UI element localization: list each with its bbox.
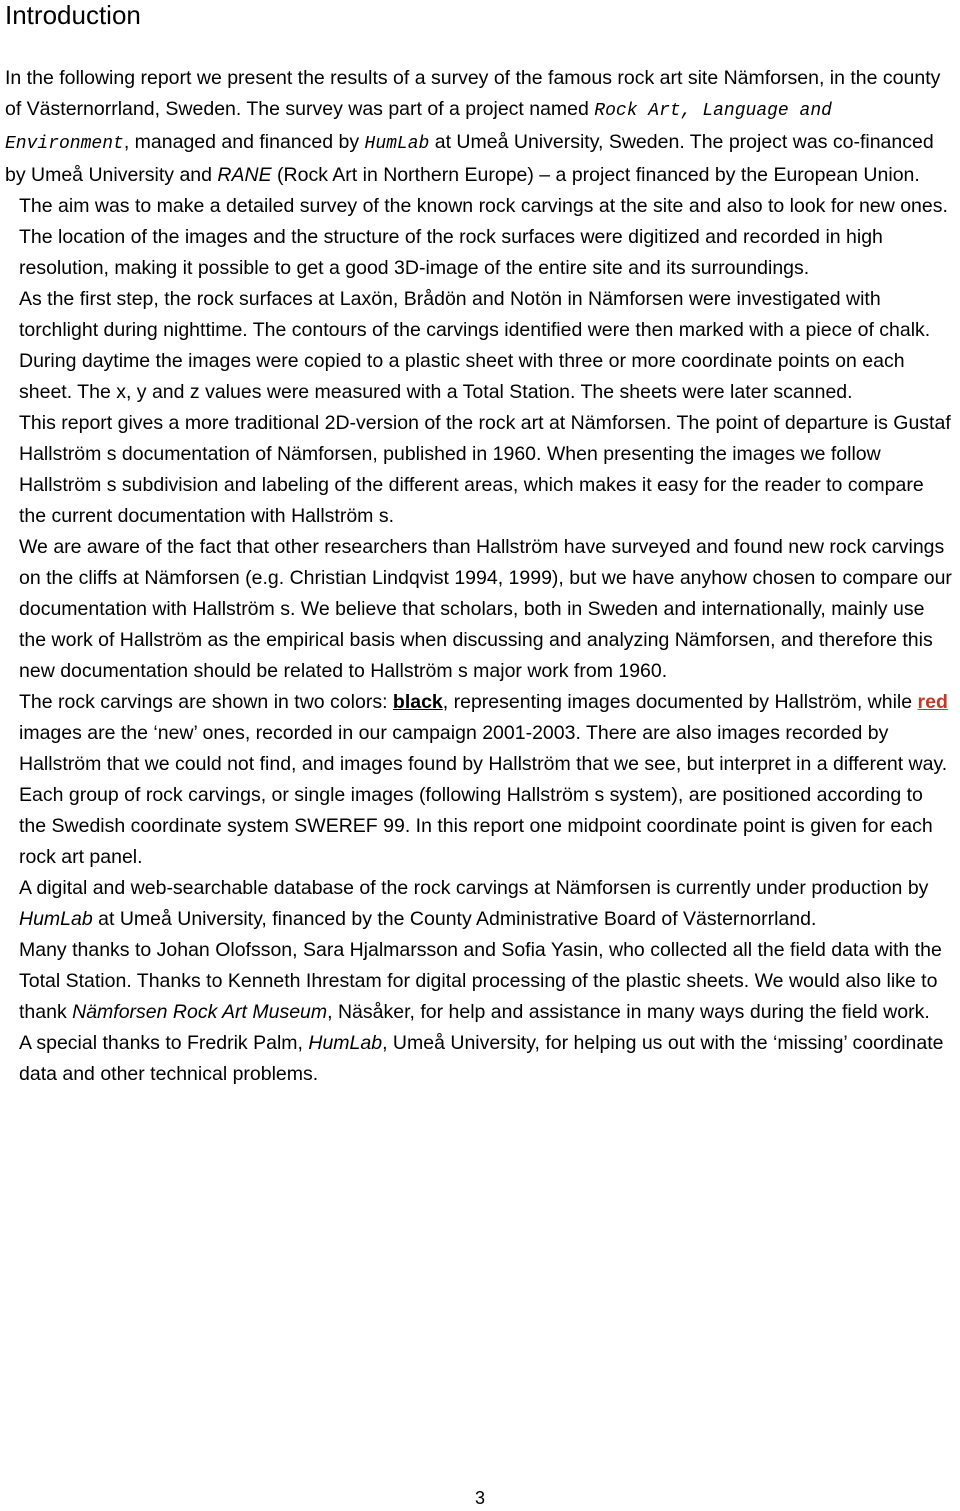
paragraph-5: We are aware of the fact that other researchers than Hallström have surveyed and found new rock carvings on the cliffs at Nämforsen (e.g. Christian Lindqvist 1994, 1999), but we have anyhow chosen to compare our documentation with Hallström s. We believe that scholars, both in Sweden and internationally, mainly use the work of Hallström as the empirical basis when discussing and analyzing Nämforsen, and therefore this new documentation should be related to Hallström s major work from 1960.	[19, 536, 952, 682]
paragraph-1	[5, 63, 955, 191]
paragraph-3: As the first step, the rock surfaces at Laxön, Brådön and Notön in Nämforsen were investigated with torchlight during nighttime. The contours of the carvings identified were then marked with a piece of chalk. During daytime the images were copied to a plastic sheet with three or more coordinate points on each sheet. The x, y and z values were measured with a Total Station. The sheets were later scanned.	[19, 288, 931, 403]
red-keyword: red	[917, 691, 948, 713]
text-run: images are the ‘new’ ones, recorded in our campaign 2001-2003. There are also images recorded by Hallström that we could not find, and images found by Hallström that we see, but interpret in a different way.	[19, 722, 948, 775]
museum-name: Nämforsen Rock Art Museum	[72, 1001, 328, 1023]
paragraph-6	[5, 687, 955, 780]
black-keyword: black	[392, 691, 443, 713]
text-run: , representing images documented by Hallström, while	[442, 691, 918, 713]
text-run: at Umeå University, Sweden.	[429, 131, 685, 153]
text-run: A special thanks to Fredrik Palm,	[19, 1032, 309, 1054]
text-run: In the following report we present the results of a survey of the famous rock art site Nämforsen, in the county of Västernorrland, Sweden. The survey was part of a project named	[5, 67, 941, 120]
paragraph-2: The aim was to make a detailed survey of the known rock carvings at the site and also to look for new ones. The location of the images and the structure of the rock surfaces were digitized and recorded in high resolution, making it possible to get a good 3D-image of the entire site and its surroundings.	[19, 195, 948, 279]
text-run: Many thanks to Johan Olofsson, Sara Hjalmarsson and Sofia Yasin, who collected all the field data with the Total Station. Thanks to Kenneth Ihrestam for digital processing of the plastic sheets. We would also like to thank	[19, 939, 942, 1023]
rane-name: RANE	[217, 164, 272, 186]
text-run: , Umeå University, for helping us out with the ‘missing’ coordinate data and other technical problems.	[19, 1032, 944, 1085]
project-name: Rock Art, Language and Environment	[5, 101, 832, 154]
paragraph-7: Each group of rock carvings, or single images (following Hallström s system), are positioned according to the Swedish coordinate system SWEREF 99. In this report one midpoint coordinate point is given for each rock art panel.	[19, 784, 933, 868]
text-run: , managed and financed by	[123, 131, 365, 153]
humlab-name: HumLab	[19, 908, 93, 930]
section-heading: Introduction	[5, 0, 141, 30]
text-run: The rock carvings are shown in two colors:	[19, 691, 393, 713]
text-run: (Rock Art in Northern Europe) – a project financed by the European Union.	[271, 164, 920, 186]
text-run: at Umeå University, financed by the County Administrative Board of Västernorrland.	[92, 908, 817, 930]
paragraph-9	[5, 935, 955, 1028]
paragraph-10	[5, 1028, 955, 1090]
body-text	[5, 63, 955, 1090]
humlab-name: HumLab	[364, 134, 430, 154]
humlab-name: HumLab	[308, 1032, 383, 1054]
paragraph-4: This report gives a more traditional 2D-version of the rock art at Nämforsen. The point of departure is Gustaf Hallström s documentation of Nämforsen, published in 1960. When presenting the images we follow Hallström s subdivision and labeling of the different areas, which makes it easy for the reader to compare the current documentation with Hallström s.	[19, 412, 951, 527]
text-run: The project was co-financed by Umeå University and	[5, 131, 934, 186]
text-run: , Näsåker, for help and assistance in many ways during the field work.	[327, 1001, 930, 1023]
paragraph-8	[5, 873, 955, 935]
page-number: 3	[474, 1488, 485, 1508]
text-run: A digital and web-searchable database of the rock carvings at Nämforsen is currently under production by	[19, 877, 929, 899]
